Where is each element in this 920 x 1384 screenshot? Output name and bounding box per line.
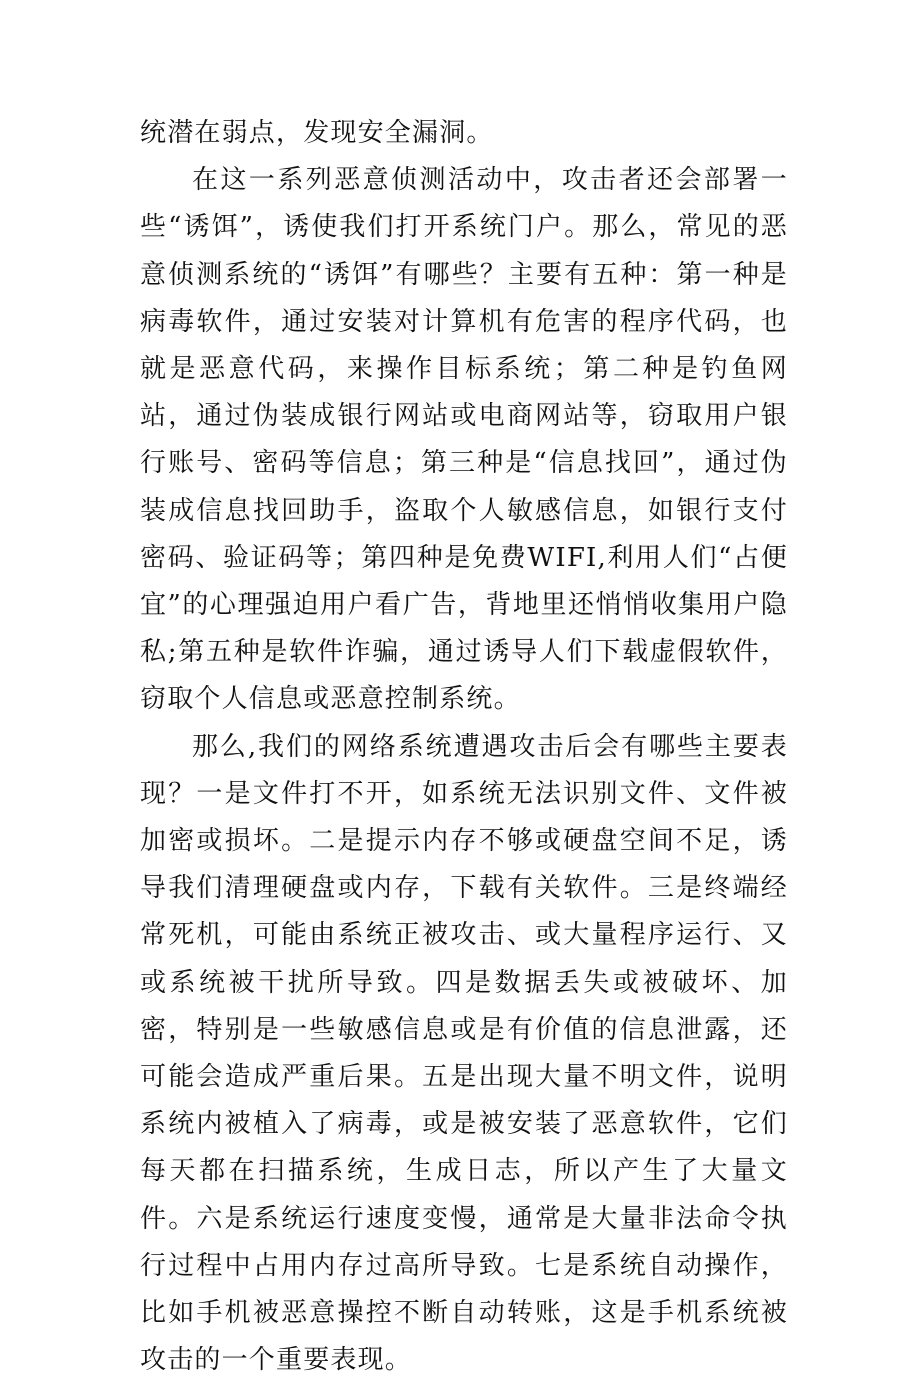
paragraph-bait-types: 在这一系列恶意侦测活动中，攻击者还会部署一些“诱饵”，诱使我们打开系统门户。那么，常见的恶意侦测系统的“诱饵”有哪些？主要有五种：第一种是病毒软件，通过安装对计算机有危害的程序代码，也就是恶意代码，来操作目标系统；第二种是钓鱼网站，通过伪装成银行网站或电商网站等，窃取用户银行账号、密码等信息；第三种是“信息找回”，通过伪装成信息找回助手，盗取个人敏感信息，如银行支付密码、验证码等；第四种是免费WIFI,利用人们“占便宜”的心理强迫用户看广告，背地里还悄悄收集用户隐私;第五种是软件诈骗，通过诱导人们下载虚假软件，窃取个人信息或恶意控制系统。 [140, 165, 788, 715]
paragraph-continuation: 统潜在弱点，发现安全漏洞。 [140, 118, 494, 148]
document-body [140, 110, 788, 1384]
paragraph-attack-symptoms: 那么,我们的网络系统遭遇攻击后会有哪些主要表现？一是文件打不开，如系统无法识别文件、文件被加密或损坏。二是提示内存不够或硬盘空间不足，诱导我们清理硬盘或内存，下载有关软件。三是终端经常死机，可能由系统正被攻击、或大量程序运行、又或系统被干扰所导致。四是数据丢失或被破坏、加密，特别是一些敏感信息或是有价值的信息泄露，还可能会造成严重后果。五是出现大量不明文件，说明系统内被植入了病毒，或是被安装了恶意软件，它们每天都在扫描系统，生成日志，所以产生了大量文件。六是系统运行速度变慢，通常是大量非法命令执行过程中占用内存过高所导致。七是系统自动操作，比如手机被恶意操控不断自动转账，这是手机系统被攻击的一个重要表现。 [140, 731, 788, 1376]
